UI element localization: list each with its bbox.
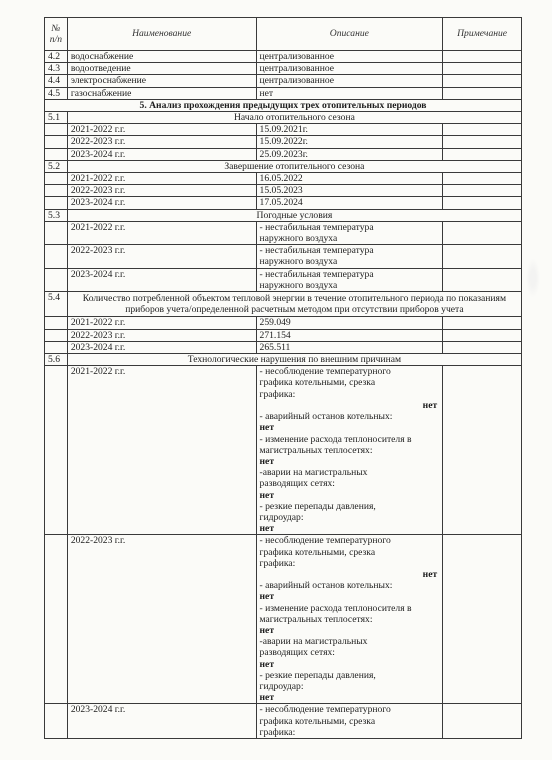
header-desc: Описание bbox=[256, 18, 443, 51]
table-row: 2023-2024 г.г. - нестабильная температура наружного воздуха bbox=[45, 268, 522, 291]
table-row: 4.4 электроснабжение централизованное bbox=[45, 75, 522, 87]
subsection-row: 5.6 Технологические нарушения по внешним причинам bbox=[45, 354, 522, 366]
header-note: Примечание bbox=[443, 18, 522, 51]
table-row: 2023-2024 г.г. 265.511 bbox=[45, 341, 522, 353]
table-row: 2022-2023 г.г. 15.09.2022г. bbox=[45, 136, 522, 148]
heating-analysis-table bbox=[44, 17, 522, 739]
header-num: № п/п bbox=[45, 18, 68, 51]
table-row: 2021-2022 г.г. 15.09.2021г. bbox=[45, 124, 522, 136]
paper-hole-mark bbox=[526, 258, 540, 298]
table-row: 4.3 водоотведение централизованное bbox=[45, 63, 522, 75]
table-header-row bbox=[45, 18, 522, 51]
table-row: 2021-2022 г.г. 16.05.2022 bbox=[45, 173, 522, 185]
violations-list: - несоблюдение температурного графика котельными, срезка графика: bbox=[256, 704, 443, 739]
header-name: Наименование bbox=[67, 18, 256, 51]
subsection-row: 5.1 Начало отопительного сезона bbox=[45, 112, 522, 124]
table-row: 2023-2024 г.г. 25.09.2023г. bbox=[45, 148, 522, 160]
table-row: 2021-2022 г.г. - несоблюдение температурного графика котельными, срезка графика: нет - аварийный останов котельных: нет - изменение расхода теплоносителя в магистральных теплосетях: нет -аварии на магистральных разводящих сетях: нет - резкие перепады давления, гидроудар: нет bbox=[45, 366, 522, 535]
table-row: 2021-2022 г.г. - нестабильная температура наружного воздуха bbox=[45, 221, 522, 244]
table-row: 2023-2024 г.г. 17.05.2024 bbox=[45, 197, 522, 209]
table-row: 2022-2023 г.г. 15.05.2023 bbox=[45, 185, 522, 197]
section-5-title: 5. Анализ прохождения предыдущих трех отопительных периодов bbox=[45, 99, 522, 111]
subsection-row: 5.3 Погодные условия bbox=[45, 209, 522, 221]
subsection-row: 5.4 Количество потребленной объектом тепловой энергии в течение отопительного периода по показаниям приборов учета/определенной расчетным методом при отсутствии приборов учета bbox=[45, 292, 522, 317]
table-row: 2023-2024 г.г. - несоблюдение температурного графика котельными, срезка графика: bbox=[45, 704, 522, 739]
table-row: 4.2 водоснабжение централизованное bbox=[45, 51, 522, 63]
table-row: 2022-2023 г.г. - нестабильная температура наружного воздуха bbox=[45, 245, 522, 268]
document-sheet bbox=[44, 17, 522, 739]
subsection-row: 5.2 Завершение отопительного сезона bbox=[45, 160, 522, 172]
table-row: 2022-2023 г.г. 271.154 bbox=[45, 329, 522, 341]
violations-list: - несоблюдение температурного графика котельными, срезка графика: нет - аварийный останов котельных: нет - изменение расхода теплоносителя в магистральных теплосетях: нет -аварии на магистральных разводящих сетях: нет - резкие перепады давления, гидроудар: нет bbox=[256, 366, 443, 535]
section-title-row bbox=[45, 99, 522, 111]
table-row: 4.5 газоснабжение нет bbox=[45, 87, 522, 99]
violations-list: - несоблюдение температурного графика котельными, срезка графика: нет - аварийный останов котельных: нет - изменение расхода теплоносителя в магистральных теплосетях: нет -аварии на магистральных разводящих сетях: нет - резкие перепады давления, гидроудар: нет bbox=[256, 535, 443, 704]
table-row: 2022-2023 г.г. - несоблюдение температурного графика котельными, срезка графика: нет - аварийный останов котельных: нет - изменение расхода теплоносителя в магистральных теплосетях: нет -аварии на магистральных разводящих сетях: нет - резкие перепады давления, гидроудар: нет bbox=[45, 535, 522, 704]
table-row: 2021-2022 г.г. 259.049 bbox=[45, 317, 522, 329]
